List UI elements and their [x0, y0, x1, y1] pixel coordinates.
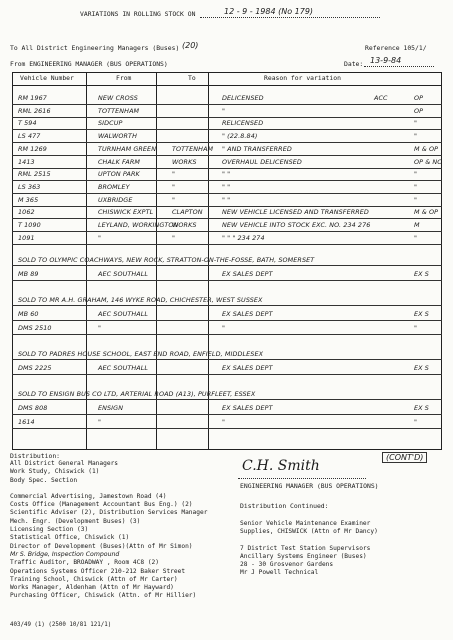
row-vehicle-number: RML 2616: [18, 106, 51, 115]
row-divider: [12, 334, 442, 335]
row-vehicle-number: 1413: [18, 157, 35, 166]
distribution-item: Commercial Advertising, Jamestown Road (4): [10, 492, 167, 500]
row-to: ": [172, 170, 176, 179]
row-vehicle-number: 1062: [18, 208, 35, 217]
signature: C.H. Smith: [242, 458, 320, 474]
row-reason: OVERHAUL DELICENSED: [222, 157, 302, 166]
row-code-b: M & OP: [414, 208, 439, 217]
row-vehicle-number: RM 1269: [18, 144, 47, 153]
sale-from: ENSIGN: [98, 404, 124, 412]
sale-reason: EX SALES DEPT: [222, 270, 273, 278]
from-line: From ENGINEERING MANAGER (BUS OPERATIONS): [10, 60, 168, 68]
distribution-item: Traffic Auditor, BROADWAY , Room 4C8 (2): [10, 559, 160, 567]
date-label: Date:: [344, 60, 364, 68]
sale-from: AEC SOUTHALL: [98, 270, 149, 278]
row-divider: [12, 374, 442, 375]
row-divider: [12, 244, 442, 245]
row-vehicle-number: T 594: [18, 119, 37, 128]
distribution-continued-list: [240, 520, 378, 578]
sale-reason: EX SALES DEPT: [222, 404, 273, 412]
row-reason: NEW VEHICLE LICENSED AND TRANSFERRED: [222, 208, 369, 217]
row-vehicle-number: RM 1967: [18, 94, 47, 102]
distribution-item: 7 District Test Station Supervisors: [240, 544, 371, 552]
distribution-item: 28 - 30 Grosvenor Gardens: [240, 561, 334, 569]
sale-reason: ": [222, 324, 226, 332]
sale-vehicle-number: DMS 2510: [18, 324, 52, 332]
row-vehicle-number: RML 2515: [18, 170, 51, 179]
row-divider: [12, 320, 442, 321]
sale-heading-text: SOLD TO MR A.H. GRAHAM, 146 WYKE ROAD, CHICHESTER, WEST SUSSEX: [18, 296, 263, 304]
row-code-b: ": [414, 132, 418, 141]
distribution-item: Ancillary Systems Engineer (Buses): [240, 552, 367, 560]
distribution-item: [240, 537, 378, 545]
distribution-continued-title: Distribution Continued:: [240, 502, 329, 510]
distribution-item: Mr J Powell Technical: [240, 569, 319, 577]
sale-heading-underline: [12, 265, 442, 266]
form-footer-code: 403/49 (1) (2500 10/81 121/1): [10, 622, 112, 628]
sale-reason: EX SALES DEPT: [222, 364, 273, 372]
row-from: UXBRIDGE: [98, 195, 133, 204]
distribution-item: Licensing Section (3): [10, 526, 89, 534]
row-reason: " " " 234 274: [222, 233, 265, 242]
distribution-item: Costs Office (Management Accountant Bus Eng.) (2): [10, 501, 193, 509]
row-from: UPTON PARK: [98, 170, 140, 179]
row-to: ": [172, 233, 176, 242]
row-to: CLAPTON: [172, 208, 203, 217]
sale-vehicle-number: MB 60: [18, 310, 39, 318]
sale-code: ": [414, 418, 418, 426]
row-from: TURNHAM GREEN: [98, 144, 157, 153]
signature-line: [238, 478, 366, 479]
header-to: To: [188, 74, 196, 82]
sale-heading-text: SOLD TO ENSIGN BUS CO LTD, ARTERIAL ROAD (A13), PURFLEET, ESSEX: [18, 390, 256, 398]
sale-vehicle-number: 1614: [18, 418, 35, 426]
sale-from: AEC SOUTHALL: [98, 310, 149, 318]
sale-code: ": [414, 324, 418, 332]
row-code-b: ": [414, 195, 418, 204]
form-date-handwritten: 12 - 9 - 1984 (No 179): [224, 7, 314, 16]
header-vehicle-number: Vehicle Number: [20, 74, 74, 82]
to-line: To All District Engineering Managers (Buses): [10, 44, 180, 52]
sale-heading-text: SOLD TO PADRES HOUSE SCHOOL, EAST END ROAD, ENFIELD, MIDDLESEX: [18, 350, 264, 358]
sale-vehicle-number: DMS 2225: [18, 364, 52, 372]
sale-code: EX S: [414, 310, 429, 318]
row-vehicle-number: M 365: [18, 195, 39, 204]
row-code-b: ": [414, 182, 418, 191]
sale-from: ": [98, 324, 102, 332]
row-reason: NEW VEHICLE INTO STOCK EXC. NO. 234 276: [222, 221, 371, 229]
distribution-item: Scientific Adviser (2), Distribution Services Manager: [10, 509, 208, 517]
row-code-b: ": [414, 233, 418, 242]
row-vehicle-number: 1091: [18, 233, 35, 242]
distribution-item: All District General Managers: [10, 460, 119, 467]
distribution-item: Purchasing Officer, Chiswick (Attn. of Mr Hillier): [10, 592, 197, 600]
sale-heading-underline: [12, 359, 442, 360]
row-code-b: ": [414, 119, 418, 128]
distribution-item: Operations Systems Officer 210-212 Baker Street: [10, 567, 186, 575]
reference-label: Reference 105/1/: [365, 44, 427, 52]
distribution-item: Body Spec. Section: [10, 476, 78, 484]
row-reason: " (22.8.84): [222, 132, 258, 141]
sale-heading-underline: [12, 305, 442, 306]
row-reason: " ": [222, 195, 231, 204]
date-value: 13-9-84: [370, 56, 402, 65]
signature-title: ENGINEERING MANAGER (BUS OPERATIONS): [240, 482, 379, 490]
row-from: BROMLEY: [98, 182, 130, 191]
distribution-list: [10, 460, 207, 601]
row-code-b: M & OP: [414, 144, 439, 153]
row-to: ": [172, 195, 176, 204]
row-reason: ": [222, 106, 226, 115]
sale-from: ": [98, 418, 102, 426]
row-to: ": [172, 182, 176, 191]
row-to: WORKS: [172, 157, 197, 166]
row-from: TOTTENHAM: [98, 106, 140, 115]
row-divider: [12, 414, 442, 415]
row-to: TOTTENHAM: [172, 144, 214, 153]
row-code-b: M: [414, 221, 420, 229]
distribution-item: Works Manager, Aldenham (Attn of Mr Hayward): [10, 584, 174, 592]
row-to: WORKS: [172, 221, 197, 229]
distribution-item: Statistical Office, Chiswick (1): [10, 534, 130, 542]
distribution-item: Mr S. Bridge, Inspection Compound: [10, 550, 120, 558]
row-reason: " ": [222, 182, 231, 191]
form-title: VARIATIONS IN ROLLING STOCK ON: [80, 10, 196, 18]
header-reason: Reason for variation: [264, 74, 341, 82]
row-code-a: ACC: [374, 94, 388, 102]
row-from: NEW CROSS: [98, 94, 138, 102]
sale-reason: ": [222, 418, 226, 426]
sale-code: EX S: [414, 270, 429, 278]
row-code-b: ": [414, 170, 418, 179]
row-vehicle-number: LS 477: [18, 132, 41, 141]
row-reason: RELICENSED: [222, 119, 264, 128]
sale-heading-underline: [12, 399, 442, 400]
table-header: [12, 72, 442, 86]
sale-vehicle-number: DMS 808: [18, 404, 48, 412]
sale-reason: EX SALES DEPT: [222, 310, 273, 318]
distribution-item: Training School, Chiswick (Attn of Mr Carter): [10, 575, 178, 583]
row-vehicle-number: LS 363: [18, 182, 41, 191]
row-from: WALWORTH: [98, 132, 137, 141]
row-divider: [12, 280, 442, 281]
distribution-item: Work Study, Chiswick (1): [10, 468, 100, 476]
distribution-item: Mech. Engr. (Development Buses) (3): [10, 517, 141, 525]
row-code-b: OP: [414, 106, 424, 115]
distribution-title: Distribution:: [10, 452, 61, 460]
row-divider: [12, 428, 442, 429]
row-reason: " ": [222, 170, 231, 179]
distribution-item: Supplies, CHISWICK (Attn of Mr Dancy): [240, 528, 378, 536]
row-from: SIDCUP: [98, 119, 123, 128]
row-code-b: OP: [414, 94, 424, 102]
distribution-item: Director of Development (Buses)(Attn of Mr Simon): [10, 542, 193, 550]
row-reason: DELICENSED: [222, 94, 264, 102]
row-reason: " AND TRANSFERRED: [222, 144, 292, 153]
sale-from: AEC SOUTHALL: [98, 364, 149, 372]
date-dotted-line: [200, 17, 380, 18]
row-from: CHISWICK EXPTL: [98, 208, 154, 217]
header-from: From: [116, 74, 132, 82]
row-from: CHALK FARM: [98, 157, 141, 166]
distribution-item: Senior Vehicle Maintenance Examiner: [240, 520, 371, 527]
row-code-b: OP & NO: [414, 157, 443, 166]
sale-code: EX S: [414, 364, 429, 372]
sale-heading-text: SOLD TO OLYMPIC COACHWAYS, NEW ROCK, STRATTON-ON-THE-FOSSE, BATH, SOMERSET: [18, 256, 315, 264]
sale-code: EX S: [414, 404, 429, 412]
row-from: LEYLAND, WORKINGTON: [98, 221, 179, 229]
date-value-line: [364, 66, 434, 67]
row-vehicle-number: T 1090: [18, 221, 41, 229]
continued-marker: (CONT'D): [382, 452, 427, 463]
row-from: ": [98, 233, 102, 242]
to-count: (20): [182, 41, 199, 50]
sale-vehicle-number: MB 89: [18, 270, 39, 278]
distribution-item: [10, 485, 207, 493]
